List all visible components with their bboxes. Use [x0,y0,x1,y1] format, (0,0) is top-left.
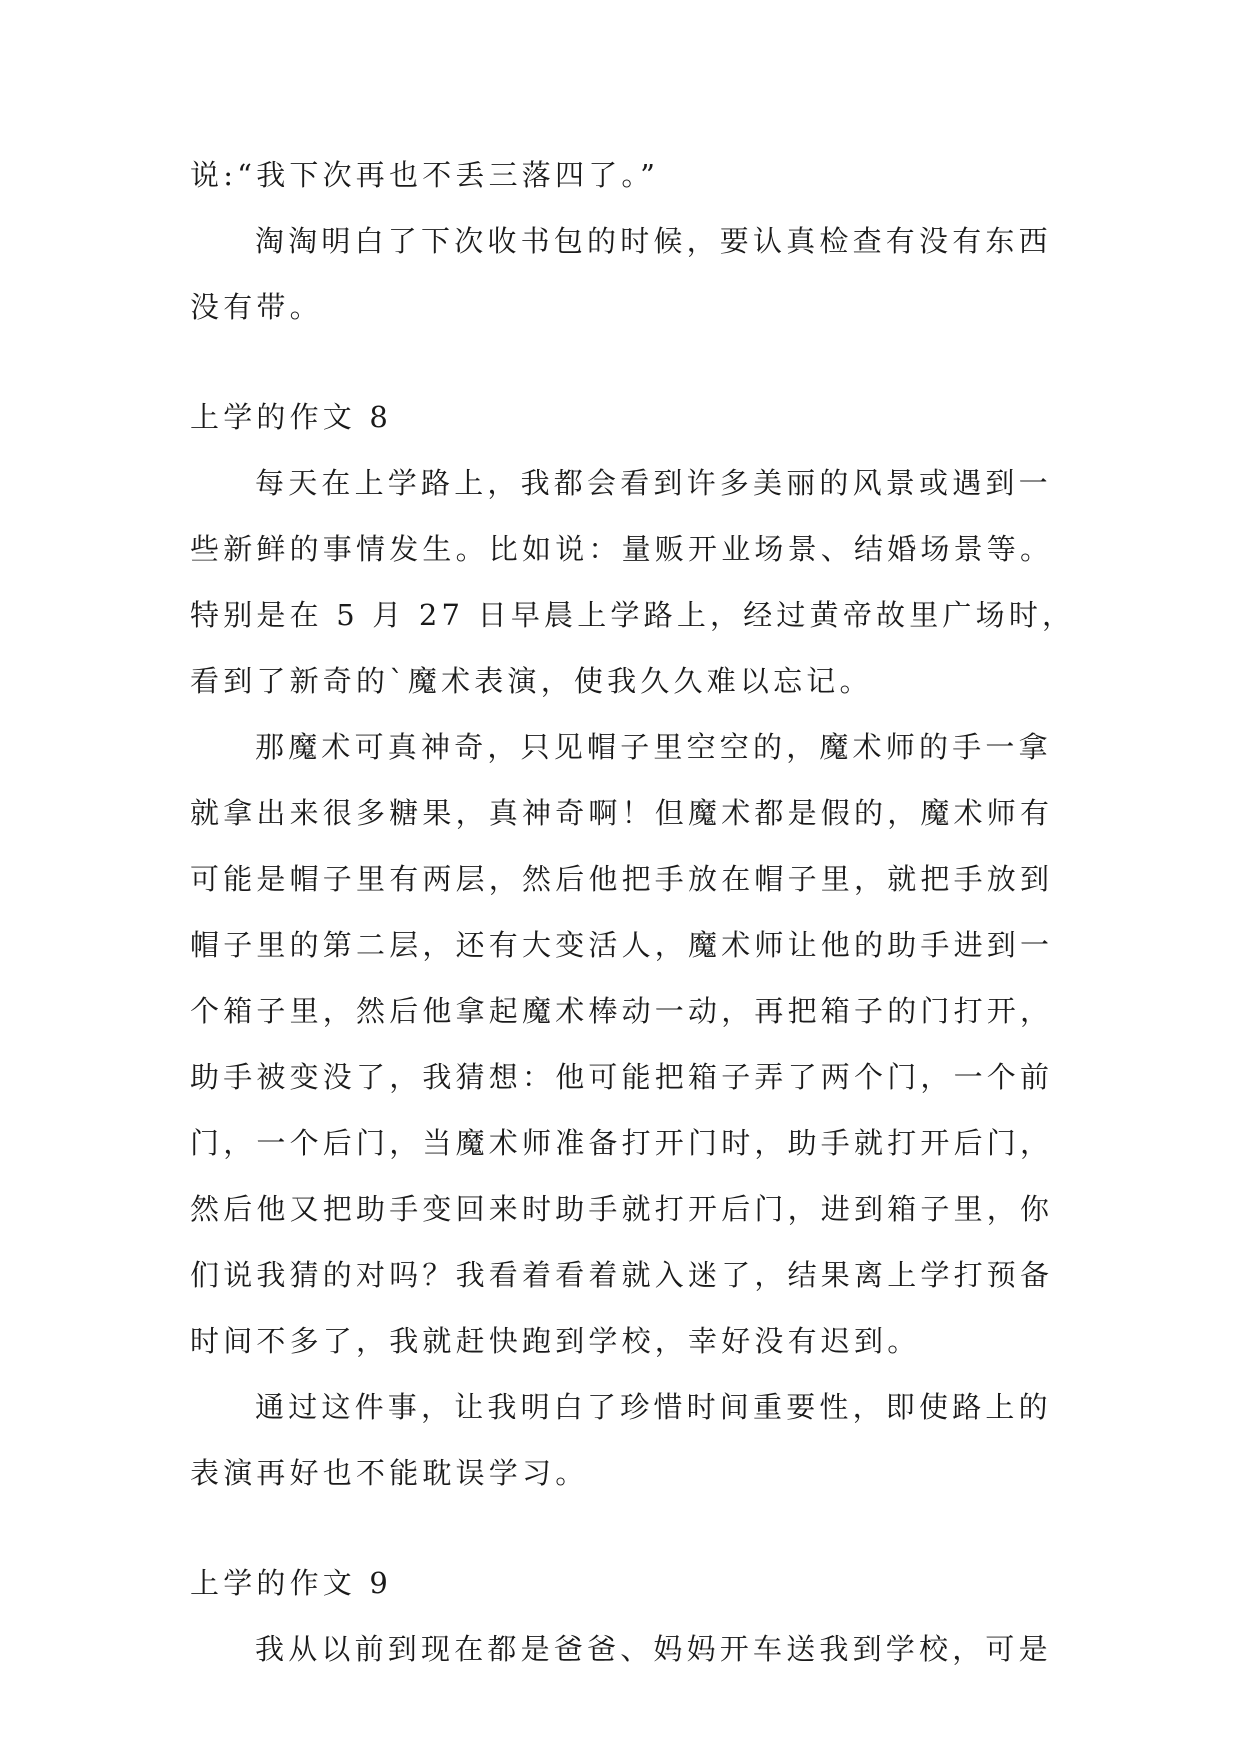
paragraph-line: 每天在上学路上，我都会看到许多美丽的风景或遇到一 [255,466,1052,500]
text-line: 些新鲜的事情发生。比如说：量贩开业场景、结婚场景等。 [190,532,1054,566]
text-line: 看到了新奇的`魔术表演，使我久久难以忘记。 [190,664,873,698]
text-line: 特别是在 5 月 27 日早晨上学路上，经过黄帝故里广场时， [190,598,1076,632]
text-line: 说:“我下次再也不丢三落四了。” [190,158,660,192]
text-line: 助手被变没了，我猜想：他可能把箱子弄了两个门，一个前 [190,1060,1054,1094]
text-line: 然后他又把助手变回来时助手就打开后门，进到箱子里，你 [190,1192,1054,1226]
paragraph-line: 那魔术可真神奇，只见帽子里空空的，魔术师的手一拿 [255,730,1052,764]
text-line: 没有带。 [190,290,323,324]
section-heading-8: 上学的作文 8 [190,400,393,434]
text-line: 门，一个后门，当魔术师准备打开门时，助手就打开后门， [190,1126,1054,1160]
text-line: 可能是帽子里有两层，然后他把手放在帽子里，就把手放到 [190,862,1054,896]
text-line: 时间不多了，我就赶快跑到学校，幸好没有迟到。 [190,1324,921,1358]
text-line: 就拿出来很多糖果，真神奇啊！但魔术都是假的，魔术师有 [190,796,1054,830]
text-line: 个箱子里，然后他拿起魔术棒动一动，再把箱子的门打开， [190,994,1054,1028]
paragraph-line: 通过这件事，让我明白了珍惜时间重要性，即使路上的 [255,1390,1052,1424]
text-line: 帽子里的第二层，还有大变活人，魔术师让他的助手进到一 [190,928,1054,962]
paragraph-line: 淘淘明白了下次收书包的时候，要认真检查有没有东西 [255,224,1052,258]
text-line: 表演再好也不能耽误学习。 [190,1456,589,1490]
text-line: 们说我猜的对吗？我看着看着就入迷了，结果离上学打预备 [190,1258,1054,1292]
section-heading-9: 上学的作文 9 [190,1566,393,1600]
paragraph-line: 我从以前到现在都是爸爸、妈妈开车送我到学校，可是 [255,1632,1052,1666]
